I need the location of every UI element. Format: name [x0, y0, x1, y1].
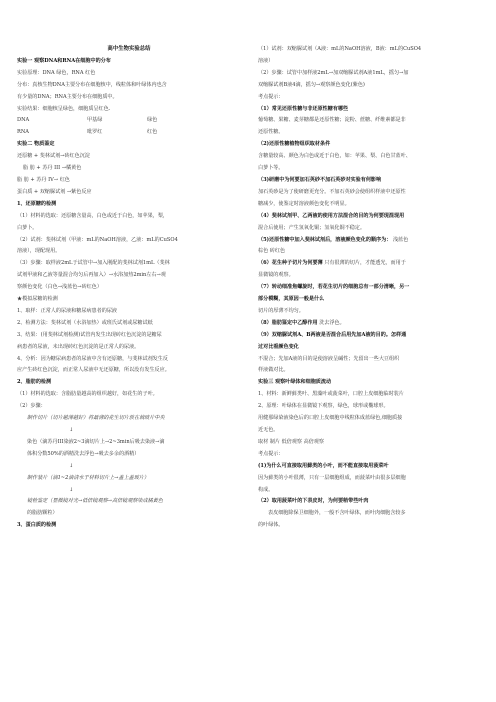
- urine-test-text: 4、分析：因为糖尿病患者的尿液中含有还原糖，与斐林试剂发生反: [17, 355, 168, 362]
- tip-answer: 表皮细胞除保卫细胞外，一般不含叶绿体，而叶肉细胞含较多: [268, 510, 406, 517]
- urine-test-text: 3、结果：(用斐林试剂检测)试管内发生出现砖红色沉淀的是糖尿: [17, 331, 162, 338]
- urine-test-text: 1、取样：正常人的尿液和糖尿病患者的尿液: [17, 307, 118, 314]
- tip-answer: 洗去浮色。: [319, 319, 345, 326]
- tip-question: (1)为什么可直接取用藓类的小叶，而不能直接取用菠菜叶: [258, 462, 389, 469]
- exp3-text: 1、材料：新鲜藓类叶、黑藻叶或菠菜叶，口腔上皮细胞临时装片: [258, 391, 404, 398]
- exp3-text: 用健那绿染液染色后的口腔上皮细胞中线粒体成蓝绿色,细胞质接: [258, 415, 403, 422]
- section1-text: （2）试剂：斐林试剂（甲液：mL的NaOH溶液，乙液：mL的CuSO4: [17, 236, 178, 243]
- identification-3: 脂 肪 + 苏丹 IV→ 红色: [17, 176, 70, 183]
- dna-label: DNA: [17, 117, 30, 124]
- tip-question: （3)研磨中为何要加石英砂不加石英砂对实验有何影响: [258, 176, 382, 183]
- dna-stain-row: [17, 115, 241, 127]
- section2-heading: 2、脂肪的检测: [17, 379, 52, 386]
- exp1-distribution-2: 有少量的DNA；RNA主要分布在细胞质中。: [17, 93, 118, 100]
- tip-question: （2)还原性糖植物组织取材条件: [258, 141, 331, 148]
- rna-reagent: 吡罗红: [87, 129, 103, 136]
- tip-question-row: [258, 318, 482, 330]
- urine-test-heading: ★模拟尿糖的检测: [17, 296, 58, 303]
- section1-text: 白萝卜。: [17, 224, 38, 231]
- dna-color: 绿色: [147, 117, 158, 124]
- tip-question: （5)还原性糖中加入斐林试剂后，溶液颜色变化的顺序为：: [258, 236, 392, 243]
- exp3-text: 取材 制片 低倍观察 高倍观察: [258, 438, 324, 445]
- exp3-text: 近无色。: [258, 427, 279, 433]
- urine-test-text: 病患者的尿液，未出现砖红色沉淀的是正常人的尿液。: [17, 343, 140, 350]
- exp1-result: 实验结果：细胞核呈绿色，细胞质呈红色.: [17, 105, 111, 112]
- dna-reagent: 甲基绿: [87, 117, 103, 124]
- tip-answer: 浅蓝色: [392, 236, 409, 243]
- flow-arrow: ↓: [69, 462, 74, 469]
- tip-answer: 加石英砂是为了使研磨更充分。不加石英砂会使组织样液中还原性: [258, 188, 406, 195]
- tip-answer: 的叶绿体。: [258, 522, 284, 529]
- exp1-distribution-1: 分布：真核生物DNA主要分布在细胞核中，线粒体和叶绿体内也含: [17, 81, 167, 88]
- tip-answer: 白萝卜等。: [258, 165, 284, 172]
- tip-question: （6）花生种子切片为何要薄: [258, 260, 323, 267]
- exp3-text: 2、原理：叶绿体在显微镜下观察，绿色，球形或椭球形。: [258, 403, 389, 410]
- tip-answer: 葡萄糖、果糖、麦芽糖都是还原性糖；淀粉、蔗糖、纤维素都是非: [258, 117, 406, 124]
- section1-text: 察颜色变化（白色→浅蓝色→砖红色）: [17, 284, 102, 291]
- urine-test-text: 应产生砖红色沉淀，而正常人尿液中无还原糖，所以没有发生反应。: [17, 367, 170, 374]
- rna-color: 红色: [147, 129, 158, 136]
- tip-answer: 只有很薄的切片，才能透光，而用于: [324, 260, 406, 267]
- tip-answer: 糖减少，使鉴定时溶液颜色变化不明显。: [258, 200, 350, 207]
- tip-question: （8）脂肪鉴定中乙醇作用: [258, 319, 318, 326]
- tips-label: 考点提示：: [258, 450, 284, 457]
- flow-arrow: ↓: [69, 486, 74, 493]
- identification-1: 还原糖 + 斐林试剂→砖红色沉淀: [17, 153, 90, 160]
- exp3-heading: 实验三 观察叶绿体和细胞质流动: [258, 379, 332, 386]
- protein-steps: （2）步骤：试管中加样液2mL→加双缩脲试剂A液1mL，摇匀→加: [258, 69, 409, 76]
- protein-reagent: 溶液）: [258, 57, 274, 64]
- section1-text: 试剂甲液和乙液等量混合均匀后再加入）→水浴加热2min左右→观: [17, 272, 166, 279]
- tip-question-row: [258, 258, 482, 270]
- exp1-principle: 实验原理：DNA 绿色，RNA 红色: [17, 69, 96, 76]
- tip-answer: 显微镜的观察。: [258, 272, 294, 279]
- flow-step: 的脂肪颗粒）: [27, 510, 58, 517]
- tip-answer: 还原性糖。: [258, 129, 284, 136]
- tip-question: 过对比看颜色变化: [258, 343, 299, 350]
- tip-question: 部分模糊，其原因一般是什么: [258, 296, 325, 303]
- section1-heading: 1、还原糖的检测: [17, 200, 57, 207]
- tip-answer: 样液做对比。: [258, 367, 289, 374]
- flow-step: 体积分数50%的酒精洗去浮色→吸去多余的酒精）: [27, 450, 140, 457]
- exp1-heading: 实验一 观察DNA和RNA在细胞中的分布: [17, 57, 111, 64]
- section1-text: （3）步骤：取样液2mL于试管中→加入刚配的斐林试剂1mL（斐林: [17, 260, 170, 267]
- tips-label: 考点提示：: [258, 93, 284, 100]
- section2-text: （1）材料的选取：含脂肪量越高的组织越好，如花生的子叶。: [17, 391, 158, 398]
- flow-step: 镜检鉴定（显微镜对光→低倍镜观察→高倍镜观察染成橘黄色: [27, 498, 163, 505]
- urine-test-text: 2、检测方法：斐林试剂（水浴加热）或班氏试剂或尿糖试纸: [17, 319, 153, 326]
- exp2-heading: 实验二 物质鉴定: [17, 141, 55, 148]
- flow-step: 染色（滴苏丹III染液2~3滴切片上→2~3min后吸去染液→滴: [27, 438, 165, 445]
- tip-question: （4）斐林试剂甲、乙两液的使用方法混合的目的为何要现混现用: [258, 212, 405, 219]
- tip-question: （9）双缩脲试剂A、B两液是否混合后用先加A液的目的。怎样通: [258, 331, 407, 338]
- identification-2: 脂 肪 + 苏丹 III →橘黄色: [23, 165, 82, 172]
- right-column: [258, 44, 482, 532]
- flow-step: 制作装片（滴1~2滴清水于材料切片上→盖上盖玻片）: [27, 474, 149, 481]
- identification-4: 蛋白质 + 双缩脲试剂 →紫色反应: [17, 188, 92, 195]
- tip-question-row: [258, 235, 482, 247]
- flow-step: 制作切片（切片越薄越好）将最薄的花生切片放在载玻片中央: [27, 415, 165, 422]
- tip-answer: 切片的厚薄不均匀。: [258, 307, 304, 314]
- section1-text: （1）材料的选取：还原糖含量高，白色或近于白色，如苹果，梨，: [17, 212, 168, 219]
- section1-text: 溶液），现配现用。: [17, 248, 61, 255]
- tip-answer: 混合后使用；产生氢氧化铜；氢氧化铜不稳定。: [258, 224, 365, 231]
- section3-heading: 3、蛋白质的检测: [17, 522, 57, 529]
- tip-question: （2）取用菠菜叶的下表皮时，为何要稍带些叶肉: [258, 498, 369, 505]
- tip-answer: 构成。: [258, 486, 274, 493]
- tip-answer: 棕色 砖红色: [258, 248, 286, 255]
- protein-steps: 双缩脲试剂B液4滴，摇匀→观察颜色变化(紫色): [258, 81, 365, 88]
- section2-text: （2）步骤：: [17, 403, 46, 410]
- rna-label: RNA: [17, 129, 29, 136]
- document-title: 高中生物实验总结: [107, 46, 151, 52]
- left-column: [17, 44, 241, 532]
- rna-stain-row: [17, 127, 241, 139]
- tip-question: （1）常见还原性糖与非还原性糖有哪些: [258, 105, 349, 112]
- protein-reagent: （1）试剂：双缩脲试剂（A液：mL的NaOH溶液，B液：mL的CuSO4: [258, 46, 422, 52]
- flow-arrow: ↓: [69, 427, 74, 433]
- tip-question: （7）转动细准焦螺旋时，若花生切片的细胞总有一部分清晰，另一: [258, 284, 410, 291]
- tip-answer: 含糖量较高、颜色为白色或近于白色，如：苹果、梨、白色甘蓝叶、: [258, 153, 411, 160]
- tip-answer: 不混合；先加A液的目的是使溶液呈碱性；先留出一些大豆组织: [258, 355, 400, 362]
- tip-answer: 因为藓类的小叶很薄，只有一层细胞组成，而菠菜叶由很多层细胞: [258, 474, 406, 481]
